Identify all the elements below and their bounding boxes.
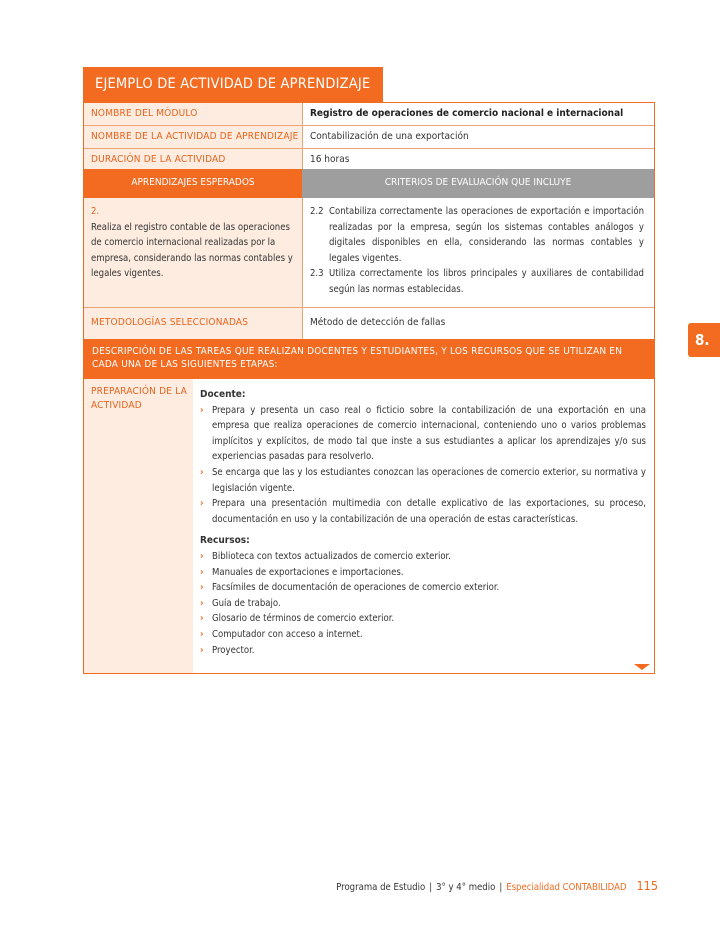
activity-name-row	[84, 125, 654, 148]
resource-item-text: Glosario de términos de comercio exterior.	[212, 613, 395, 625]
arrow-icon: ›	[200, 404, 204, 416]
footer-program: Programa de Estudio	[336, 882, 426, 893]
resource-item	[200, 565, 646, 581]
expected-learning-cell	[84, 198, 302, 307]
page-number: 115	[636, 878, 658, 893]
duration-label: DURACIÓN DE LA ACTIVIDAD	[84, 149, 302, 169]
learning-row	[84, 198, 654, 307]
teacher-item-text: Prepara una presentación multimedia con detalle explicativo de las exportaciones, su proceso, documentación en uso y la contabilización de una operación de estas características.	[212, 498, 646, 525]
arrow-icon: ›	[200, 597, 204, 609]
resource-item-text: Computador con acceso a internet.	[212, 628, 363, 640]
arrow-icon: ›	[200, 582, 204, 594]
resource-item	[200, 596, 646, 612]
duration-value: 16 horas	[302, 149, 654, 169]
resource-item-text: Facsímiles de documentación de operaciones de comercio exterior.	[212, 582, 500, 594]
preparation-label: PREPARACIÓN DE LA ACTIVIDAD	[84, 379, 193, 673]
teacher-item	[200, 403, 646, 465]
criterion-item	[310, 204, 644, 266]
footer-level: 3° y 4° medio	[436, 882, 496, 893]
criterion-item	[310, 266, 644, 297]
arrow-icon: ›	[200, 644, 204, 656]
learning-number: 2.	[91, 206, 100, 217]
criterion-number: 2.3	[310, 268, 324, 279]
resource-item-text: Manuales de exportaciones e importaciones.	[212, 566, 404, 578]
resource-item	[200, 580, 646, 596]
teacher-item-text: Prepara y presenta un caso real o ficticio sobre la contabilización de una exportación en una empresa que realiza operaciones de comercio internacional, conteniendo uno o varios problemas implícitos y explícitos, de modo tal que inste a sus estudiantes a aplicar los aprendizajes y/o sus experiencias pasadas para resolverlo.	[212, 404, 646, 463]
module-name-row	[84, 103, 654, 125]
continue-triangle-icon	[634, 664, 650, 670]
arrow-icon: ›	[200, 550, 204, 562]
activity-table	[83, 102, 655, 674]
resource-item	[200, 627, 646, 643]
resource-item-text: Guía de trabajo.	[212, 597, 281, 609]
teacher-item	[200, 496, 646, 527]
activity-name-label: NOMBRE DE LA ACTIVIDAD DE APRENDIZAJE	[84, 126, 302, 148]
arrow-icon: ›	[200, 498, 204, 510]
activity-title: EJEMPLO DE ACTIVIDAD DE APRENDIZAJE	[83, 67, 383, 103]
criteria-cell	[302, 198, 654, 307]
section-tab: 8.	[688, 323, 720, 357]
resource-item-text: Proyector.	[212, 644, 255, 656]
resource-item-text: Biblioteca con textos actualizados de comercio exterior.	[212, 550, 451, 562]
criterion-text: Contabiliza correctamente las operaciones de exportación e importación realizadas por la empresa, según los sistemas contables análogos y digitales disponibles en ella, considerando las normas contables y legales vigentes.	[329, 206, 644, 264]
arrow-icon: ›	[200, 466, 204, 478]
expected-learning-header: APRENDIZAJES ESPERADOS	[84, 169, 302, 198]
preparation-content	[193, 379, 654, 673]
module-name-label: NOMBRE DEL MÓDULO	[84, 103, 302, 125]
resource-item	[200, 643, 646, 659]
duration-row	[84, 148, 654, 169]
methodology-row	[84, 307, 654, 339]
arrow-icon: ›	[200, 613, 204, 625]
criterion-number: 2.2	[310, 206, 324, 217]
criterion-text: Utiliza correctamente los libros principales y auxiliares de contabilidad según las normas establecidas.	[329, 268, 644, 295]
resource-item	[200, 611, 646, 627]
evaluation-criteria-header: CRITERIOS DE EVALUACIÓN QUE INCLUYE	[302, 169, 654, 198]
teacher-item	[200, 465, 646, 496]
page-footer: Programa de Estudio | 3° y 4° medio | Especialidad CONTABILIDAD 115	[336, 878, 658, 893]
methodology-label: METODOLOGÍAS SELECCIONADAS	[84, 308, 302, 339]
methodology-value: Método de detección de fallas	[302, 308, 654, 339]
arrow-icon: ›	[200, 566, 204, 578]
activity-name-value: Contabilización de una exportación	[302, 126, 654, 148]
module-name-value: Registro de operaciones de comercio nacional e internacional	[302, 103, 654, 125]
arrow-icon: ›	[200, 628, 204, 640]
resources-heading: Recursos:	[200, 535, 250, 547]
learning-text: Realiza el registro contable de las operaciones de comercio internacional realizadas por la empresa, considerando las normas contables y legales vigentes.	[91, 221, 293, 279]
tasks-description-header: DESCRIPCIÓN DE LAS TAREAS QUE REALIZAN DOCENTES Y ESTUDIANTES, Y LOS RECURSOS QUE SE UTILIZAN EN CADA UNA DE LAS SIGUIENTES ETAPAS:	[84, 339, 654, 379]
resource-item	[200, 549, 646, 565]
teacher-item-text: Se encarga que las y los estudiantes conozcan las operaciones de comercio exterior, su normativa y legislación vigente.	[212, 466, 646, 494]
teacher-heading: Docente:	[200, 389, 246, 400]
column-header-row	[84, 169, 654, 198]
footer-specialty: Especialidad CONTABILIDAD	[506, 882, 627, 893]
